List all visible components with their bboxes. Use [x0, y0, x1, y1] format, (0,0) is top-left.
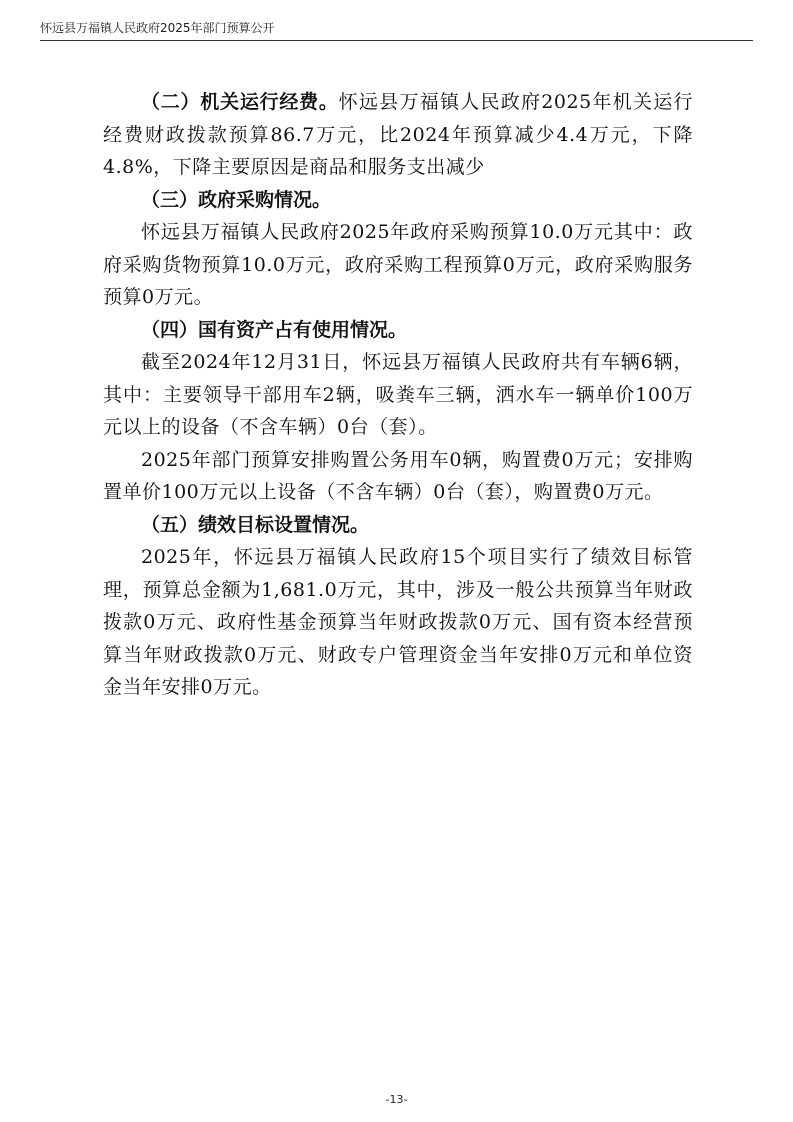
section-text-assets-purchase: 2025年部门预算安排购置公务用车0辆，购置费0万元；安排购置单价100万元以上设备（不含车辆）0台（套），购置费0万元。 [103, 448, 693, 503]
section-text-procurement: 怀远县万福镇人民政府2025年政府采购预算10.0万元其中：政府采购货物预算10.0万元，政府采购工程预算0万元，政府采购服务预算0万元。 [103, 221, 693, 308]
section-heading-performance: （五）绩效目标设置情况。 [141, 513, 370, 536]
section-heading-procurement: （三）政府采购情况。 [141, 188, 332, 211]
page-number: -13- [385, 1093, 408, 1106]
document-body [103, 86, 693, 704]
section-heading-assets: （四）国有资产占有使用情况。 [141, 318, 408, 341]
header-divider [40, 40, 753, 41]
section-text: 怀远县万福镇人民政府2025年机关运行经费财政拨款预算86.7万元，比2024年预算减少4.4万元，下降4.8%，下降主要原因是商品和服务支出减少 [103, 91, 693, 178]
section-operating-expenses [103, 86, 693, 184]
section-text-performance: 2025年，怀远县万福镇人民政府15个项目实行了绩效目标管理，预算总金额为1,681.0万元，其中，涉及一般公共预算当年财政拨款0万元、政府性基金预算当年财政拨款0万元、国有资本经营预算当年财政拨款0万元、财政专户管理资金当年安排0万元和单位资金当年安排0万元。 [103, 546, 693, 698]
section-heading: （二）机关运行经费。 [141, 91, 339, 113]
page-header: 怀远县万福镇人民政府2025年部门预算公开 [40, 21, 275, 35]
section-text-assets: 截至2024年12月31日，怀远县万福镇人民政府共有车辆6辆，其中：主要领导干部用车2辆，吸粪车三辆，洒水车一辆单价100万元以上的设备（不含车辆）0台（套）。 [103, 351, 693, 438]
